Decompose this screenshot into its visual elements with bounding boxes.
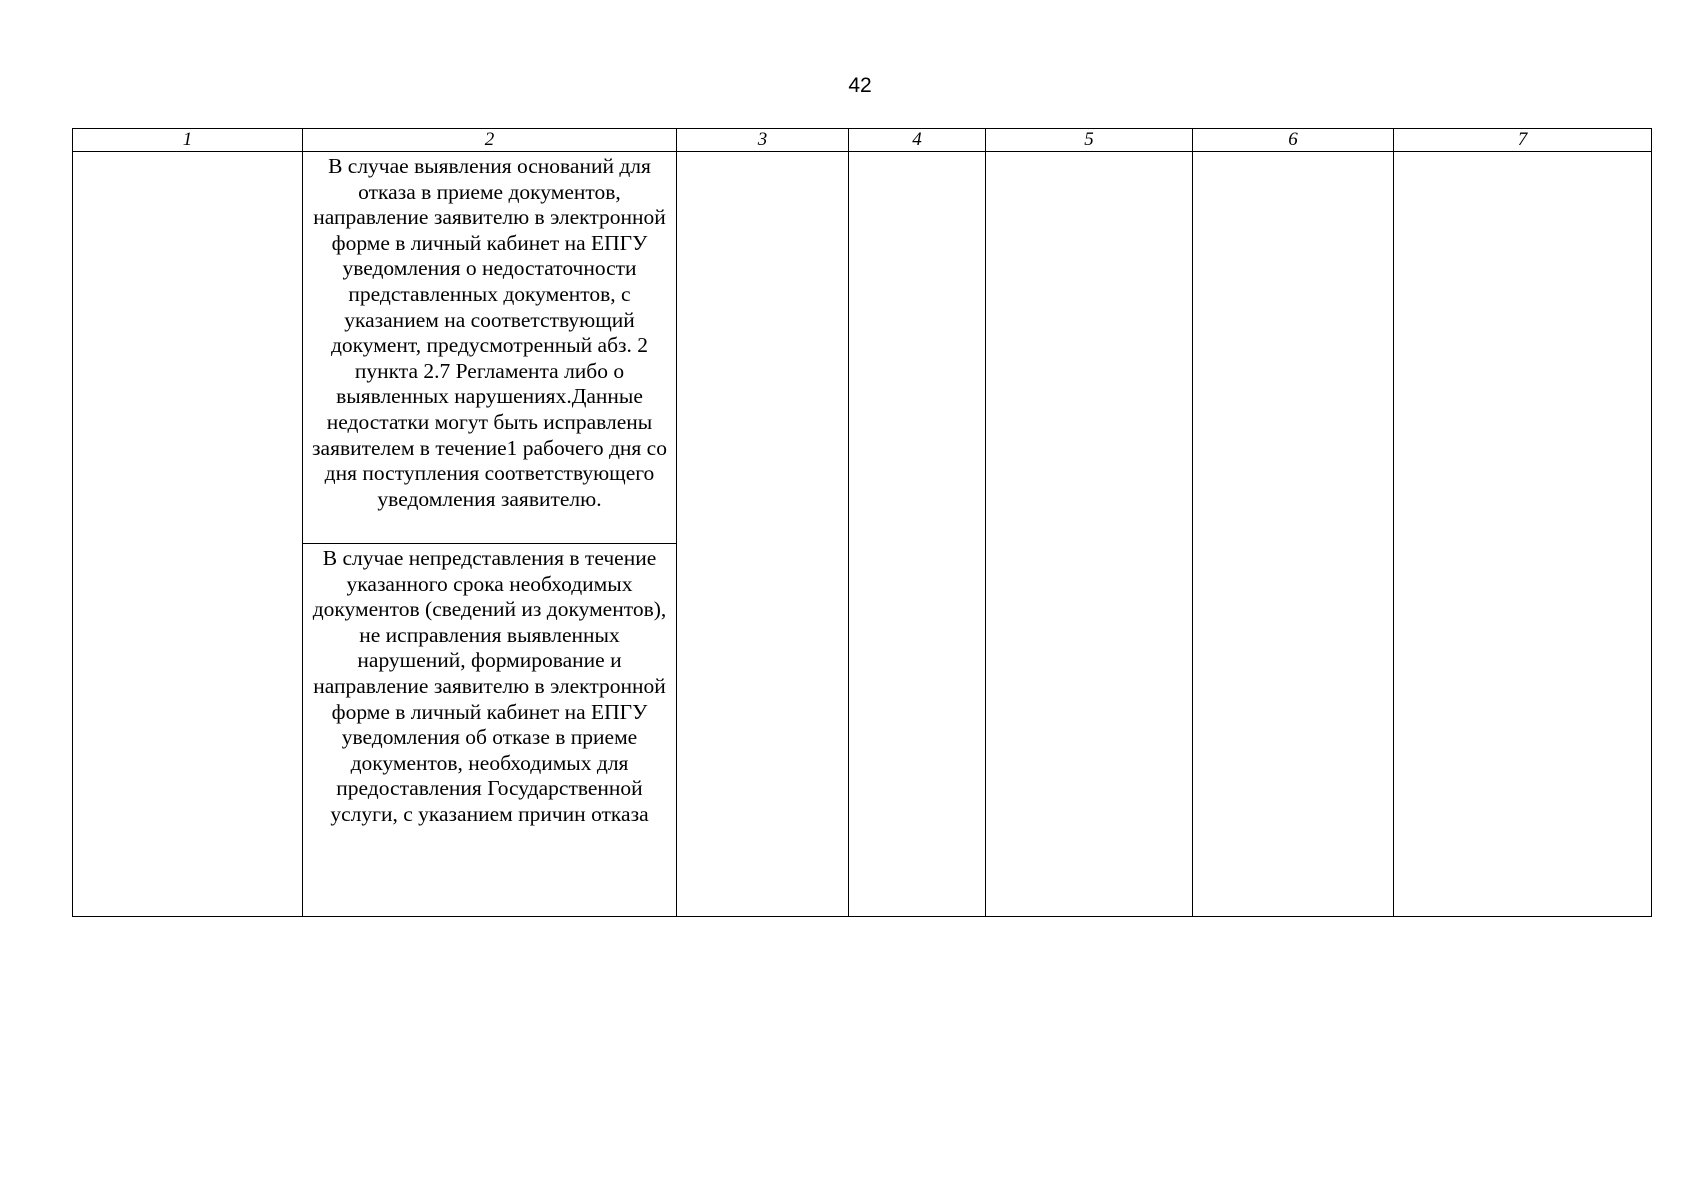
- cell-col-4: [849, 152, 986, 917]
- process-table: [72, 128, 1652, 917]
- header-col-1: 1: [73, 129, 303, 152]
- cell-col-2: [303, 152, 677, 917]
- cell-col-7: [1394, 152, 1652, 917]
- cell-col-6: [1193, 152, 1394, 917]
- cell-col-5: [986, 152, 1193, 917]
- page-number: 42: [848, 74, 872, 97]
- header-col-6: 6: [1193, 129, 1394, 152]
- header-row: [73, 129, 1652, 152]
- col-2-subcells: [303, 152, 676, 916]
- cell-col-3: [677, 152, 849, 917]
- cell-col-1: [73, 152, 303, 917]
- header-col-5: 5: [986, 129, 1193, 152]
- refusal-grounds-text: В случае выявления оснований для отказа в приеме документов, направление заявителю в электронной форме в личный кабинет на ЕПГУ уведомления о недостаточности представленных документов, с указанием на соответствующий документ, предусмотренный абз. 2 пункта 2.7 Регламента либо о выявленных нарушениях.Данные недостатки могут быть исправлены заявителем в течение1 рабочего дня со дня поступления соответствующего уведомления заявителю.: [303, 152, 676, 544]
- header-col-2: 2: [303, 129, 677, 152]
- refusal-notice-text: В случае непредставления в течение указанного срока необходимых документов (сведений из документов), не исправления выявленных нарушений, формирование и направление заявителю в электронной форме в личный кабинет на ЕПГУ уведомления об отказе в приеме документов, необходимых для предоставления Государственной услуги, с указанием причин отказа: [312, 546, 667, 826]
- header-col-4: 4: [849, 129, 986, 152]
- header-col-7: 7: [1394, 129, 1652, 152]
- header-col-3: 3: [677, 129, 849, 152]
- table-row: [73, 152, 1652, 917]
